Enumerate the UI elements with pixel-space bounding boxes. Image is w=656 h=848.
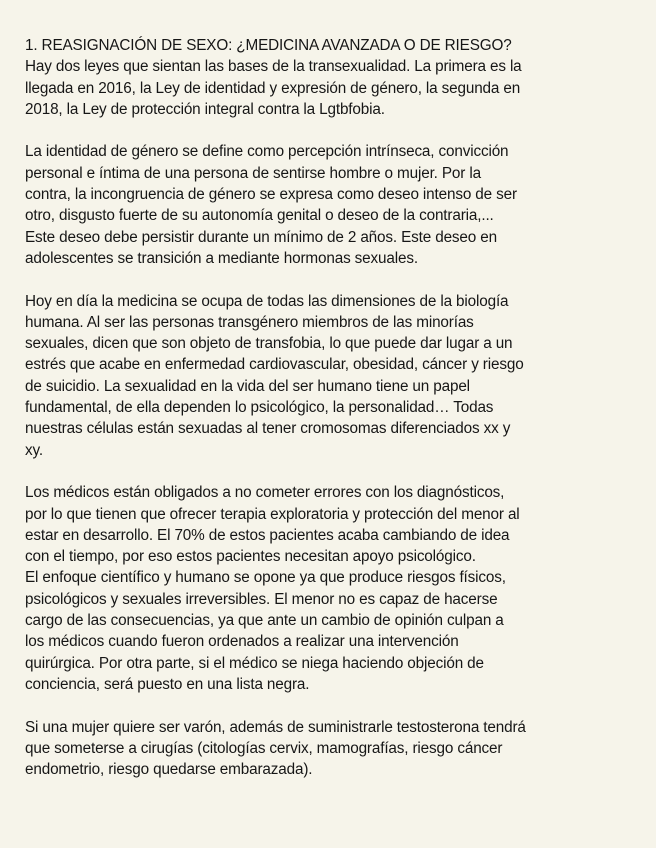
text-line: psicológicos y sexuales irreversibles. El menor no es capaz de hacerse [25, 590, 498, 608]
paragraph-heading-intro [25, 35, 642, 120]
text-line: Los médicos están obligados a no cometer errores con los diagnósticos, [25, 484, 505, 502]
text-line: sexuales, dicen que son objeto de transfobia, lo que puede dar lugar a un [25, 335, 513, 353]
text-line: llegada en 2016, la Ley de identidad y expresión de género, la segunda en [25, 79, 521, 97]
paragraph-doctors [25, 482, 642, 695]
text-line: La identidad de género se define como percepción intrínseca, convicción [25, 143, 509, 161]
text-line: Si una mujer quiere ser varón, además de suministrarle testosterona tendrá [25, 718, 526, 736]
text-line: los médicos cuando fueron ordenados a realizar una intervención [25, 633, 459, 651]
text-line: por lo que tienen que ofrecer terapia exploratoria y protección del menor al [25, 505, 520, 523]
text-line: El enfoque científico y humano se opone ya que produce riesgos físicos, [25, 569, 506, 587]
text-line: contra, la incongruencia de género se expresa como deseo intenso de ser [25, 186, 517, 204]
text-line: fundamental, de ella dependen lo psicológico, la personalidad… Todas [25, 399, 494, 417]
paragraph-surgery [25, 717, 642, 781]
text-line: nuestras células están sexuadas al tener cromosomas diferenciados xx y [25, 420, 511, 438]
text-line: estar en desarrollo. El 70% de estos pacientes acaba cambiando de idea [25, 526, 510, 544]
text-line: conciencia, será puesto en una lista negra. [25, 675, 310, 693]
text-line: estrés que acabe en enfermedad cardiovascular, obesidad, cáncer y riesgo [25, 356, 524, 374]
text-line: humana. Al ser las personas transgénero miembros de las minorías [25, 313, 474, 331]
text-line: cargo de las consecuencias, ya que ante un cambio de opinión culpan a [25, 612, 504, 630]
text-line: quirúrgica. Por otra parte, si el médico se niega haciendo objeción de [25, 654, 484, 672]
text-line: 2018, la Ley de protección integral contra la Lgtbfobia. [25, 100, 385, 118]
text-line: Hay dos leyes que sientan las bases de la transexualidad. La primera es la [25, 58, 522, 76]
section-heading: 1. REASIGNACIÓN DE SEXO: ¿MEDICINA AVANZADA O DE RIESGO? [25, 37, 512, 54]
text-line: con el tiempo, por eso estos pacientes necesitan apoyo psicológico. [25, 548, 476, 566]
paragraph-gender-identity [25, 141, 642, 269]
text-line: personal e íntima de una persona de sentirse hombre o mujer. Por la [25, 164, 481, 182]
text-line: endometrio, riesgo quedarse embarazada). [25, 761, 313, 779]
text-line: otro, disgusto fuerte de su autonomía genital o deseo de la contraria,... [25, 207, 494, 225]
text-line: Este deseo debe persistir durante un mínimo de 2 años. Este deseo en [25, 228, 497, 246]
text-line: que someterse a cirugías (citologías cervix, mamografías, riesgo cáncer [25, 739, 503, 757]
text-line: adolescentes se transición a mediante hormonas sexuales. [25, 249, 418, 267]
text-line: Hoy en día la medicina se ocupa de todas las dimensiones de la biología [25, 292, 509, 310]
text-line: xy. [25, 441, 43, 459]
text-line: de suicidio. La sexualidad en la vida del ser humano tiene un papel [25, 377, 470, 395]
paragraph-medicine [25, 291, 642, 461]
